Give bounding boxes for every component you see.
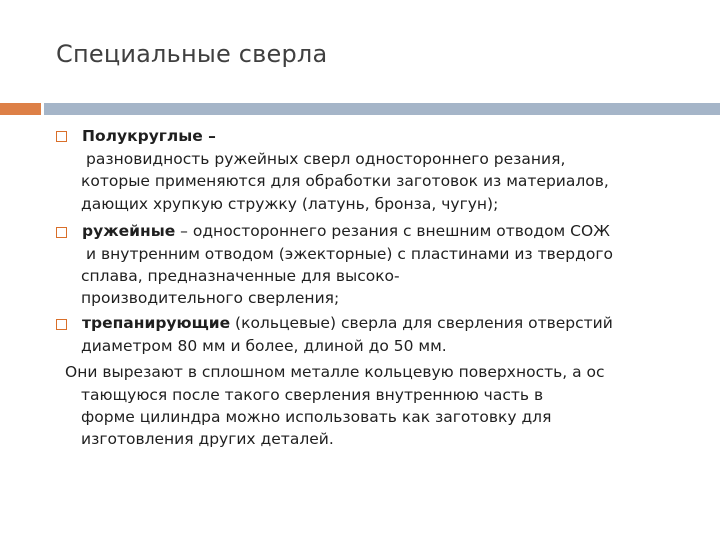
bullet-item-2	[82, 220, 610, 242]
square-bullet-icon	[56, 227, 67, 238]
bullet-item-2-line: производительного сверления;	[81, 289, 340, 307]
bullet-item-3-line: диаметром 80 мм и более, длиной до 50 мм.	[81, 337, 447, 355]
term-dash: –	[202, 127, 216, 145]
header-divider-bar	[44, 103, 720, 115]
bullet-item-3-rest: (кольцевые) сверла для сверления отверстий	[230, 314, 613, 332]
accent-bar	[0, 103, 41, 115]
paragraph-line: Они вырезают в сплошном металле кольцевую поверхность, а ос	[65, 363, 605, 381]
square-bullet-icon	[56, 131, 67, 142]
bullet-item-1-line: дающих хрупкую стружку (латунь, бронза, чугун);	[81, 195, 499, 213]
term-ruzheynye: ружейные	[82, 222, 176, 240]
paragraph-line: изготовления других деталей.	[81, 430, 334, 448]
slide-title: Специальные сверла	[56, 40, 328, 68]
bullet-item-2-rest: – одностороннего резания с внешним отводом СОЖ	[175, 222, 610, 240]
term-polukruglye: Полукруглые	[82, 127, 203, 145]
bullet-item-2-line: и внутренним отводом (эжекторные) с пластинами из твердого	[86, 245, 613, 263]
bullet-item-1-line: разновидность ружейных сверл одностороннего резания,	[86, 150, 566, 168]
bullet-item-3	[82, 312, 613, 334]
paragraph-line: тающуюся после такого сверления внутреннюю часть в	[81, 386, 544, 404]
paragraph-line: форме цилиндра можно использовать как заготовку для	[81, 408, 552, 426]
bullet-item-1-line: которые применяются для обработки заготовок из материалов,	[81, 172, 609, 190]
square-bullet-icon	[56, 319, 67, 330]
bullet-item-1	[82, 125, 216, 147]
term-trepaniruyushchie: трепанирующие	[82, 314, 231, 332]
bullet-item-2-line: сплава, предназначенные для высоко-	[81, 267, 400, 285]
